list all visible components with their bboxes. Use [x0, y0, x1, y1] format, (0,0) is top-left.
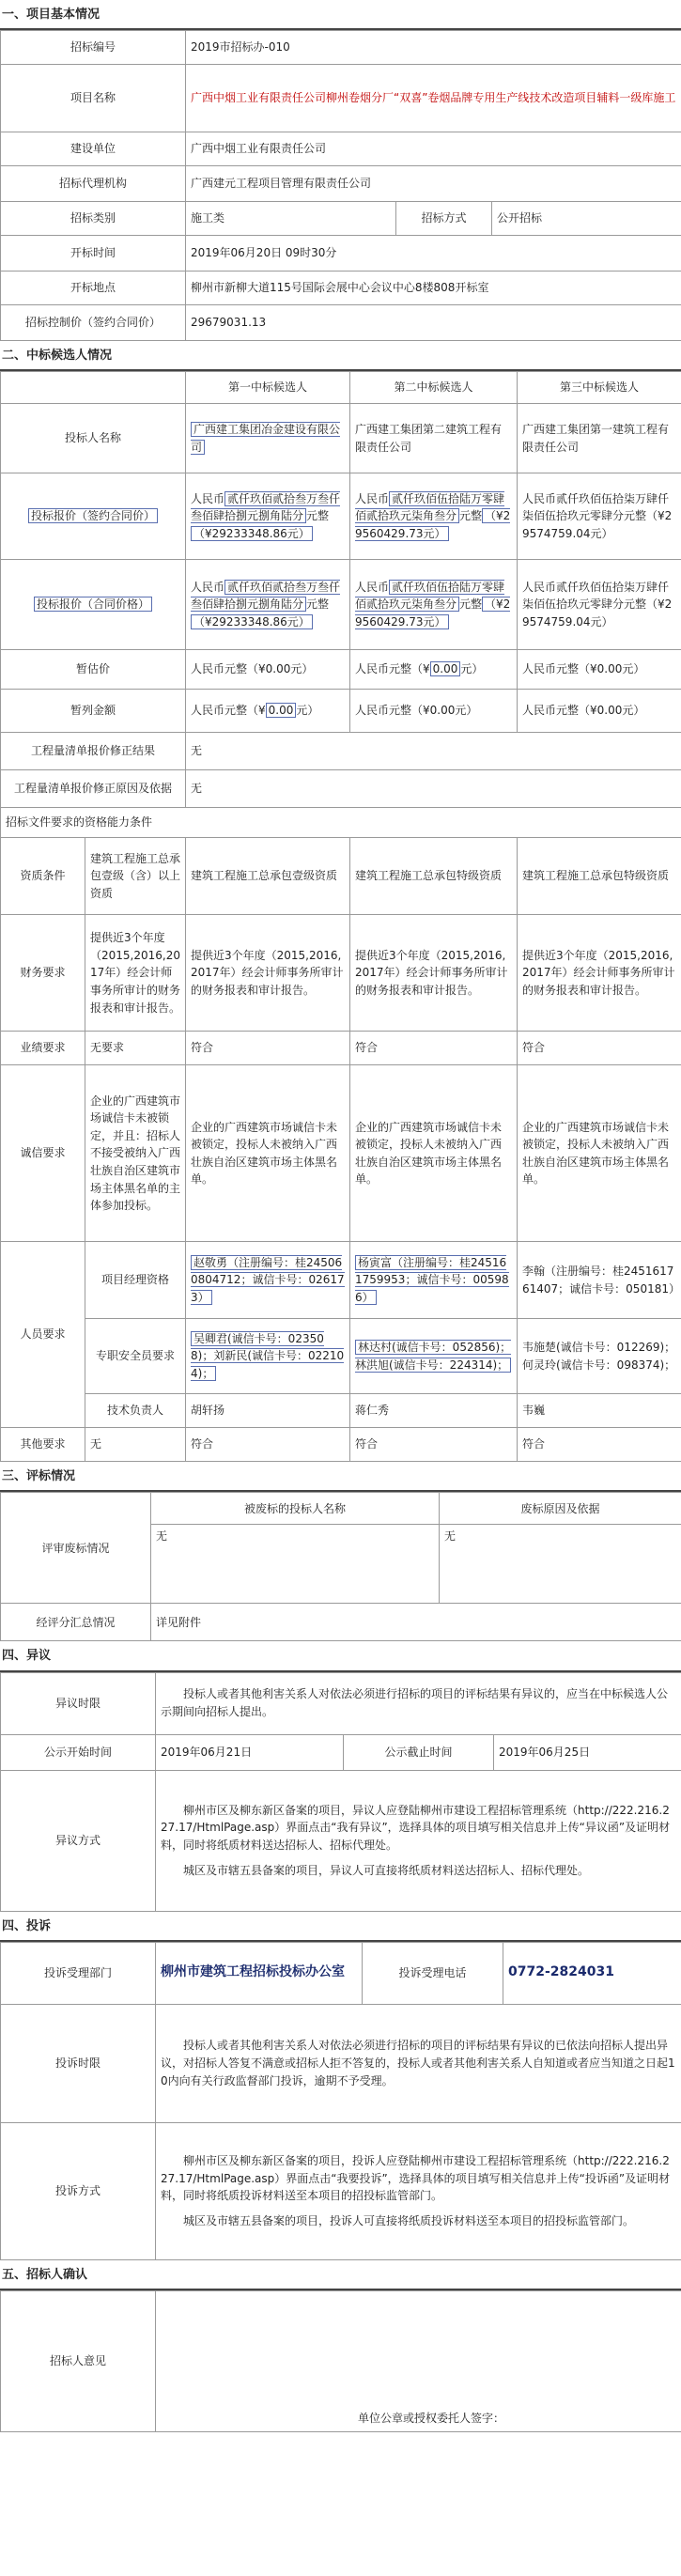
performance-1: 符合: [186, 1032, 350, 1065]
bid3-contract-price: 人民币贰仟玖佰伍拾柒万肆仟柒佰伍拾玖元零肆分元整（¥29574759.04元）: [518, 560, 681, 650]
section-confirm-title: 五、招标人确认: [0, 2260, 681, 2290]
table-row: [1, 1065, 681, 1242]
table-row: [1, 2290, 681, 2431]
bid3-price: 人民币贰仟玖佰伍拾柒万肆仟柒佰伍拾玖元零肆分元整（¥29574759.04元）: [518, 473, 681, 560]
bid1-contract-num: （¥29233348.86元）: [191, 614, 313, 629]
bidder-name-label: 投标人名称: [1, 404, 186, 473]
summary-value: 详见附件: [151, 1604, 681, 1641]
col-second-candidate: 第二中标候选人: [350, 372, 518, 404]
section-complaint-title: 四、投诉: [0, 1912, 681, 1942]
price-contract-label: 投标报价（合同价格）: [34, 597, 152, 612]
complaint-period-value: 投标人或者其他利害关系人对依法必须进行招标的项目的评标结果有异议的已依法向招标人提出异议，对招标人答复不满意或招标人拒不答复的，投标人或者其他利害关系人自知道或者应当知道之日起10内向有关行政监督部门投诉，逾期不予受理。: [156, 2004, 681, 2122]
qual-1: 建筑工程施工总承包壹级资质: [186, 838, 350, 915]
performance-3: 符合: [518, 1032, 681, 1065]
other-3: 符合: [518, 1428, 681, 1462]
provisional-2-a: 人民币元整（¥: [355, 662, 430, 676]
table-row: [1, 770, 681, 808]
other-1: 符合: [186, 1428, 350, 1462]
table-row: [1, 202, 681, 236]
credit-2: 企业的广西建筑市场诚信卡未被锁定，投标人未被纳入广西壮族自治区建筑市场主体黑名单。: [350, 1065, 518, 1242]
table-row: [1, 132, 681, 166]
section-basic-info-title: 一、项目基本情况: [0, 0, 681, 30]
notice-start-label: 公示开始时间: [1, 1734, 156, 1770]
basic-info-table: [0, 30, 681, 341]
qty-correct-label: 工程量清单报价修正结果: [1, 733, 186, 770]
complaint-period-label: 投诉时限: [1, 2004, 156, 2122]
bidder-3-name: 广西建工集团第一建筑工程有限责任公司: [518, 404, 681, 473]
temp-sum-label: 暂列金额: [1, 690, 186, 733]
sign-text: 单位公章或授权委托人签字：: [156, 2290, 681, 2431]
table-row: [1, 1319, 681, 1394]
complaint-way-label: 投诉方式: [1, 2122, 156, 2259]
provisional-3: 人民币元整（¥0.00元）: [518, 650, 681, 690]
performance-label: 业绩要求: [1, 1032, 85, 1065]
table-row: [1, 236, 681, 272]
credit-3: 企业的广西建筑市场诚信卡未被锁定，投标人未被纳入广西壮族自治区建筑市场主体黑名单。: [518, 1065, 681, 1242]
qual-2: 建筑工程施工总承包特级资质: [350, 838, 518, 915]
table-row: [1, 560, 681, 650]
evaluation-table: [0, 1492, 681, 1641]
control-price-value: 29679031.13: [186, 305, 681, 341]
objection-way-p2: 城区及市辖五县备案的项目，异议人可直接将纸质材料送达招标人、招标代理处。: [183, 1863, 590, 1877]
bid1-price-suffix: 元整: [306, 509, 330, 523]
qual-3: 建筑工程施工总承包特级资质: [518, 838, 681, 915]
notice-end-label: 公示截止时间: [344, 1734, 494, 1770]
project-name-value: 广西中烟工业有限责任公司柳州卷烟分厂“双喜”卷烟品牌专用生产线技术改造项目辅料一级库施工: [186, 65, 681, 132]
table-row: [1, 1242, 681, 1319]
section-objection-title: 四、异议: [0, 1641, 681, 1671]
table-row: [1, 808, 681, 838]
temp-sum-1-b: 0.00: [266, 703, 297, 718]
objection-way-p1: 柳州市区及柳东新区备案的项目，异议人应登陆柳州市建设工程招标管理系统（http://222.216.227.17/HtmlPage.asp）界面点击“我有异议”，选择具体的项目填写相关信息并上传“异议函”及证明材料，同时将纸质材料送达招标人、招标代理处。: [161, 1803, 671, 1853]
disqualified-col-name: 被废标的投标人名称: [151, 1493, 440, 1525]
bid1-price-words: 贰仟玖佰贰拾叁万叁仟叁佰肆拾捌元捌角陆分: [191, 491, 341, 523]
table-row: [1, 1942, 681, 2004]
temp-sum-3: 人民币元整（¥0.00元）: [518, 690, 681, 733]
table-row: [1, 305, 681, 341]
complaint-phone-label: 投诉受理电话: [363, 1942, 503, 2004]
qty-correct-value: 无: [186, 733, 681, 770]
table-row: [1, 838, 681, 915]
bid1-contract-suffix: 元整: [306, 597, 330, 612]
table-row: [1, 166, 681, 202]
table-row: [1, 31, 681, 65]
temp-sum-1-a: 人民币元整（¥: [191, 704, 266, 718]
objection-table: [0, 1672, 681, 1912]
agency-label: 招标代理机构: [1, 166, 186, 202]
table-row: [1, 473, 681, 560]
price-prefix: 人民币: [191, 491, 225, 505]
bid2-price-num: （¥29560429.73元）: [355, 509, 511, 541]
category-value: 施工类: [186, 202, 396, 236]
notice-end-value: 2019年06月25日: [494, 1734, 681, 1770]
opinion-label: 招标人意见: [1, 2290, 156, 2431]
other-label: 其他要求: [1, 1428, 85, 1462]
section-evaluation-title: 三、评标情况: [0, 1462, 681, 1492]
open-place-label: 开标地点: [1, 272, 186, 305]
finance-1: 提供近3个年度（2015,2016,2017年）经会计师事务所审计的财务报表和审计报告。: [186, 915, 350, 1032]
agency-value: 广西建元工程项目管理有限责任公司: [186, 166, 681, 202]
pm-1: 赵敬勇（注册编号：桂245060804712；诚信卡号：026173）: [191, 1255, 345, 1305]
table-row: [1, 2004, 681, 2122]
tech-label: 技术负责人: [85, 1394, 186, 1428]
table-row: [1, 1394, 681, 1428]
project-name-label: 项目名称: [1, 65, 186, 132]
qual-header: 招标文件要求的资格能力条件: [1, 808, 681, 838]
provisional-2-b: 0.00: [430, 661, 461, 676]
builder-label: 建设单位: [1, 132, 186, 166]
table-row: [1, 372, 681, 404]
credit-1: 企业的广西建筑市场诚信卡未被锁定，投标人未被纳入广西壮族自治区建筑市场主体黑名单。: [186, 1065, 350, 1242]
open-time-label: 开标时间: [1, 236, 186, 272]
builder-value: 广西中烟工业有限责任公司: [186, 132, 681, 166]
tech-2: 蒋仁秀: [350, 1394, 518, 1428]
disqualified-label: 评审废标情况: [1, 1493, 151, 1604]
category-label: 招标类别: [1, 202, 186, 236]
safety-3: 韦施楚(诚信卡号：012269)；何灵玲(诚信卡号：098374)；: [518, 1319, 681, 1394]
performance-requirement: 无要求: [85, 1032, 186, 1065]
open-time-value: 2019年06月20日 09时30分: [186, 236, 681, 272]
table-row: [1, 690, 681, 733]
complaint-dept-value: 柳州市建筑工程招标投标办公室: [156, 1942, 363, 2004]
table-row: [1, 1428, 681, 1462]
price-prefix: 人民币: [191, 580, 225, 594]
disqualified-name-value: 无: [151, 1525, 440, 1604]
col-third-candidate: 第三中标候选人: [518, 372, 681, 404]
candidates-table: [0, 371, 681, 1462]
table-row: [1, 650, 681, 690]
table-row: [1, 733, 681, 770]
table-row: [1, 1032, 681, 1065]
safety-2: 林达村(诚信卡号：052856)；林洪旭(诚信卡号：224314)；: [355, 1341, 512, 1372]
other-requirement: 无: [85, 1428, 186, 1462]
bid-number-label: 招标编号: [1, 31, 186, 65]
qty-basis-value: 无: [186, 770, 681, 808]
tech-3: 韦巍: [518, 1394, 681, 1428]
complaint-phone-value: 0772-2824031: [503, 1942, 681, 2004]
price-prefix: 人民币: [355, 491, 390, 505]
qual-label: 资质条件: [1, 838, 85, 915]
table-row: [1, 915, 681, 1032]
finance-2: 提供近3个年度（2015,2016,2017年）经会计师事务所审计的财务报表和审计报告。: [350, 915, 518, 1032]
table-row: [1, 404, 681, 473]
pm-2: 杨寅富（注册编号：桂245161759953；诚信卡号：005986）: [355, 1255, 509, 1305]
col-first-candidate: 第一中标候选人: [186, 372, 350, 404]
table-row: [1, 1604, 681, 1641]
objection-period-label: 异议时限: [1, 1672, 156, 1734]
notice-start-value: 2019年06月21日: [156, 1734, 344, 1770]
temp-sum-1-c: 元）: [296, 704, 319, 718]
price-prefix: 人民币: [355, 580, 390, 594]
complaint-way-p2: 城区及市辖五县备案的项目，投诉人可直接将纸质投诉材料送至本项目的招投标监管部门。: [183, 2213, 635, 2227]
bid2-contract-words: 贰仟玖佰伍拾陆万零肆佰贰拾玖元柒角叁分: [355, 580, 505, 612]
table-row: [1, 65, 681, 132]
bid2-price-suffix: 元整: [459, 509, 483, 523]
finance-3: 提供近3个年度（2015,2016,2017年）经会计师事务所审计的财务报表和审计报告。: [518, 915, 681, 1032]
provisional-2-c: 元）: [460, 662, 484, 676]
method-label: 招标方式: [396, 202, 492, 236]
open-place-value: 柳州市新柳大道115号国际会展中心会议中心8楼808开标室: [186, 272, 681, 305]
disqualified-reason-value: 无: [440, 1525, 681, 1604]
objection-way-label: 异议方式: [1, 1770, 156, 1911]
finance-requirement: 提供近3个年度（2015,2016,2017年）经会计师事务所审计的财务报表和审计报告。: [85, 915, 186, 1032]
qty-basis-label: 工程量清单报价修正原因及依据: [1, 770, 186, 808]
pm-label: 项目经理资格: [85, 1242, 186, 1319]
complaint-way-p1: 柳州市区及柳东新区备案的项目，投诉人应登陆柳州市建设工程招标管理系统（http://222.216.227.17/HtmlPage.asp）界面点击“我要投诉”，选择具体的项目填写相关信息并上传“投诉函”及证明材料，同时将纸质投诉材料送至本项目的招投标监管部门。: [161, 2154, 671, 2203]
provisional-label: 暂估价: [1, 650, 186, 690]
qual-requirement: 建筑工程施工总承包壹级（含）以上资质: [85, 838, 186, 915]
performance-2: 符合: [350, 1032, 518, 1065]
complaint-dept-label: 投诉受理部门: [1, 1942, 156, 2004]
table-row: [1, 1493, 681, 1525]
control-price-label: 招标控制价（签约合同价）: [1, 305, 186, 341]
bid2-contract-num: （¥29560429.73元）: [355, 597, 511, 629]
bidder-1-name: 广西建工集团冶金建设有限公司: [191, 423, 341, 454]
credit-label: 诚信要求: [1, 1065, 85, 1242]
bid2-contract-suffix: 元整: [459, 597, 483, 612]
table-row: [1, 1734, 681, 1770]
provisional-1: 人民币元整（¥0.00元）: [186, 650, 350, 690]
confirm-table: [0, 2290, 681, 2432]
other-2: 符合: [350, 1428, 518, 1462]
bid1-price-num: （¥29233348.86元）: [191, 526, 313, 541]
staff-label: 人员要求: [1, 1242, 85, 1428]
method-value: 公开招标: [492, 202, 681, 236]
bid2-price-words: 贰仟玖佰伍拾陆万零肆佰贰拾玖元柒角叁分: [355, 491, 505, 523]
objection-period-value: 投标人或者其他利害关系人对依法必须进行招标的项目的评标结果有异议的，应当在中标候选人公示期间向招标人提出。: [156, 1672, 681, 1734]
price-sign-label: 投标报价（签约合同价）: [28, 508, 158, 523]
section-candidates-title: 二、中标候选人情况: [0, 341, 681, 371]
table-row: [1, 2122, 681, 2259]
complaint-table: [0, 1942, 681, 2260]
summary-label: 经评分汇总情况: [1, 1604, 151, 1641]
safety-label: 专职安全员要求: [85, 1319, 186, 1394]
credit-requirement: 企业的广西建筑市场诚信卡未被锁定，并且：招标人不接受被纳入广西壮族自治区建筑市场主体黑名单的主体参加投标。: [85, 1065, 186, 1242]
bid-number-value: 2019市招标办-010: [186, 31, 681, 65]
finance-label: 财务要求: [1, 915, 85, 1032]
safety-1: 吴卿君(诚信卡号：023508)；刘新民(诚信卡号：022104)；: [191, 1331, 345, 1381]
table-row: [1, 272, 681, 305]
table-row: [1, 1672, 681, 1734]
disqualified-col-reason: 废标原因及依据: [440, 1493, 681, 1525]
table-row: [1, 1770, 681, 1911]
bidder-2-name: 广西建工集团第二建筑工程有限责任公司: [350, 404, 518, 473]
bid1-contract-words: 贰仟玖佰贰拾叁万叁仟叁佰肆拾捌元捌角陆分: [191, 580, 341, 612]
tech-1: 胡轩扬: [186, 1394, 350, 1428]
temp-sum-2: 人民币元整（¥0.00元）: [350, 690, 518, 733]
pm-3: 李翰（注册编号：桂245161761407；诚信卡号：050181）: [518, 1242, 681, 1319]
